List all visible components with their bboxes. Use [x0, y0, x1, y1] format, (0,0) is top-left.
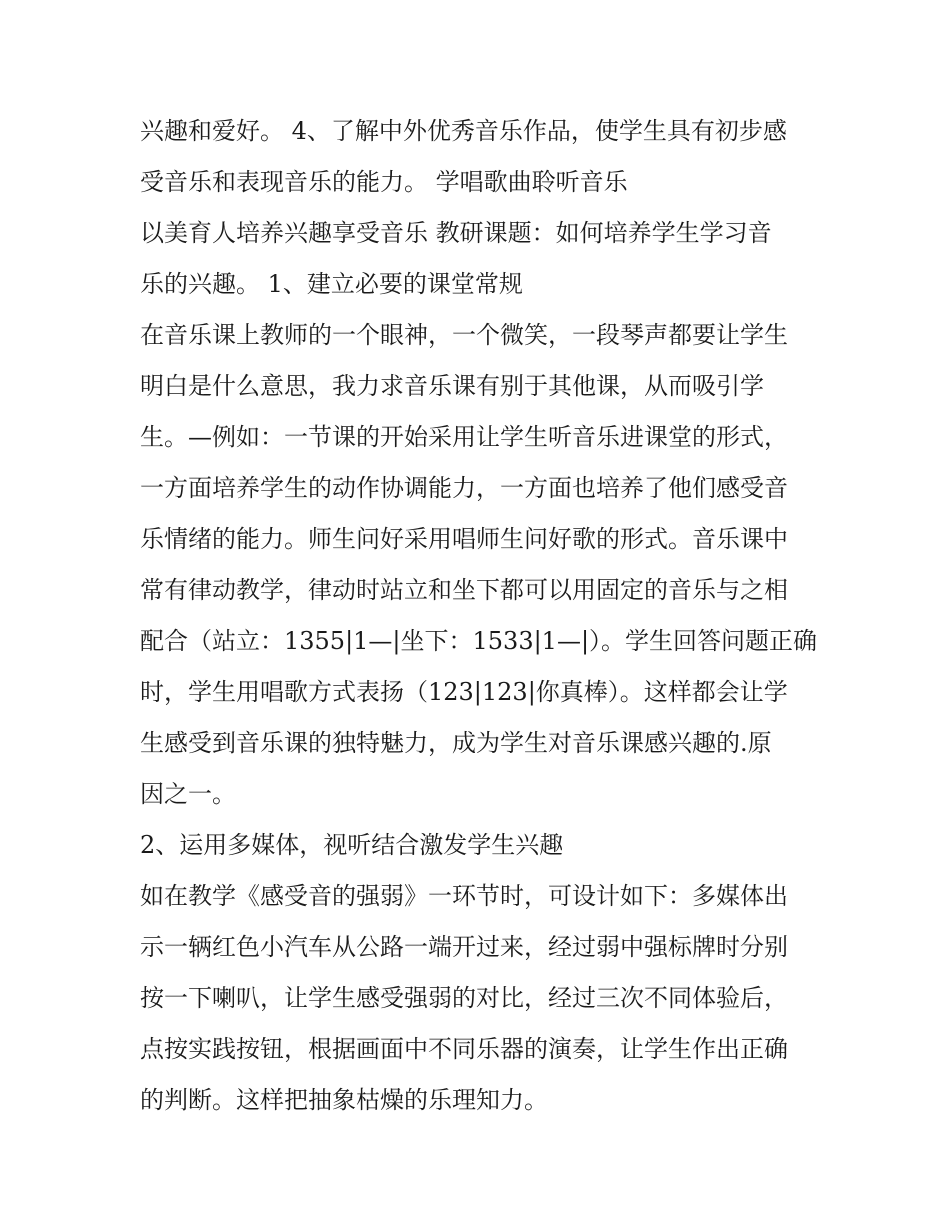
text-line: 因之一。 — [140, 780, 236, 808]
text-line: 的判断。这样把抽象枯燥的乐理知力。 — [140, 1086, 548, 1114]
text-line: 以美育人培养兴趣享受音乐 教研课题：如何培养学生学习音 — [140, 219, 772, 247]
text-line: 示一辆红色小汽车从公路一端开过来，经过弱中强标牌时分别 — [140, 933, 788, 961]
text-line: 配合（站立：1355|1—|坐下：1533|1—|）。学生回答问题正确 — [140, 627, 818, 655]
section-heading: 2、运用多媒体，视听结合激发学生兴趣 — [140, 831, 564, 859]
text-line: 按一下喇叭，让学生感受强弱的对比，经过三次不同体验后， — [140, 984, 788, 1012]
text-line: 点按实践按钮，根据画面中不同乐器的演奏，让学生作出正确 — [140, 1035, 788, 1063]
text-line: 明白是什么意思，我力求音乐课有别于其他课，从而吸引学 — [140, 372, 764, 400]
text-line: 在音乐课上教师的一个眼神，一个微笑，一段琴声都要让学生 — [140, 321, 788, 349]
text-line: 生。—例如：一节课的开始采用让学生听音乐进课堂的形式， — [140, 423, 788, 451]
text-line: 乐的兴趣。 1、建立必要的课堂常规 — [140, 270, 523, 298]
text-line: 兴趣和爱好。 4、了解中外优秀音乐作品，使学生具有初步感 — [140, 117, 787, 145]
text-line: 一方面培养学生的动作协调能力，一方面也培养了他们感受音 — [140, 474, 788, 502]
document-body — [140, 106, 830, 1126]
text-line: 时，学生用唱歌方式表扬（123|123|你真棒）。这样都会让学 — [140, 678, 788, 706]
text-line: 常有律动教学，律动时站立和坐下都可以用固定的音乐与之相 — [140, 576, 788, 604]
text-line: 生感受到音乐课的独特魅力，成为学生对音乐课感兴趣的.原 — [140, 729, 772, 757]
text-line: 乐情绪的能力。师生问好采用唱师生问好歌的形式。音乐课中 — [140, 525, 788, 553]
text-line: 如在教学《感受音的强弱》一环节时，可设计如下：多媒体出 — [140, 882, 788, 910]
text-line: 受音乐和表现音乐的能力。 学唱歌曲聆听音乐 — [140, 168, 628, 196]
